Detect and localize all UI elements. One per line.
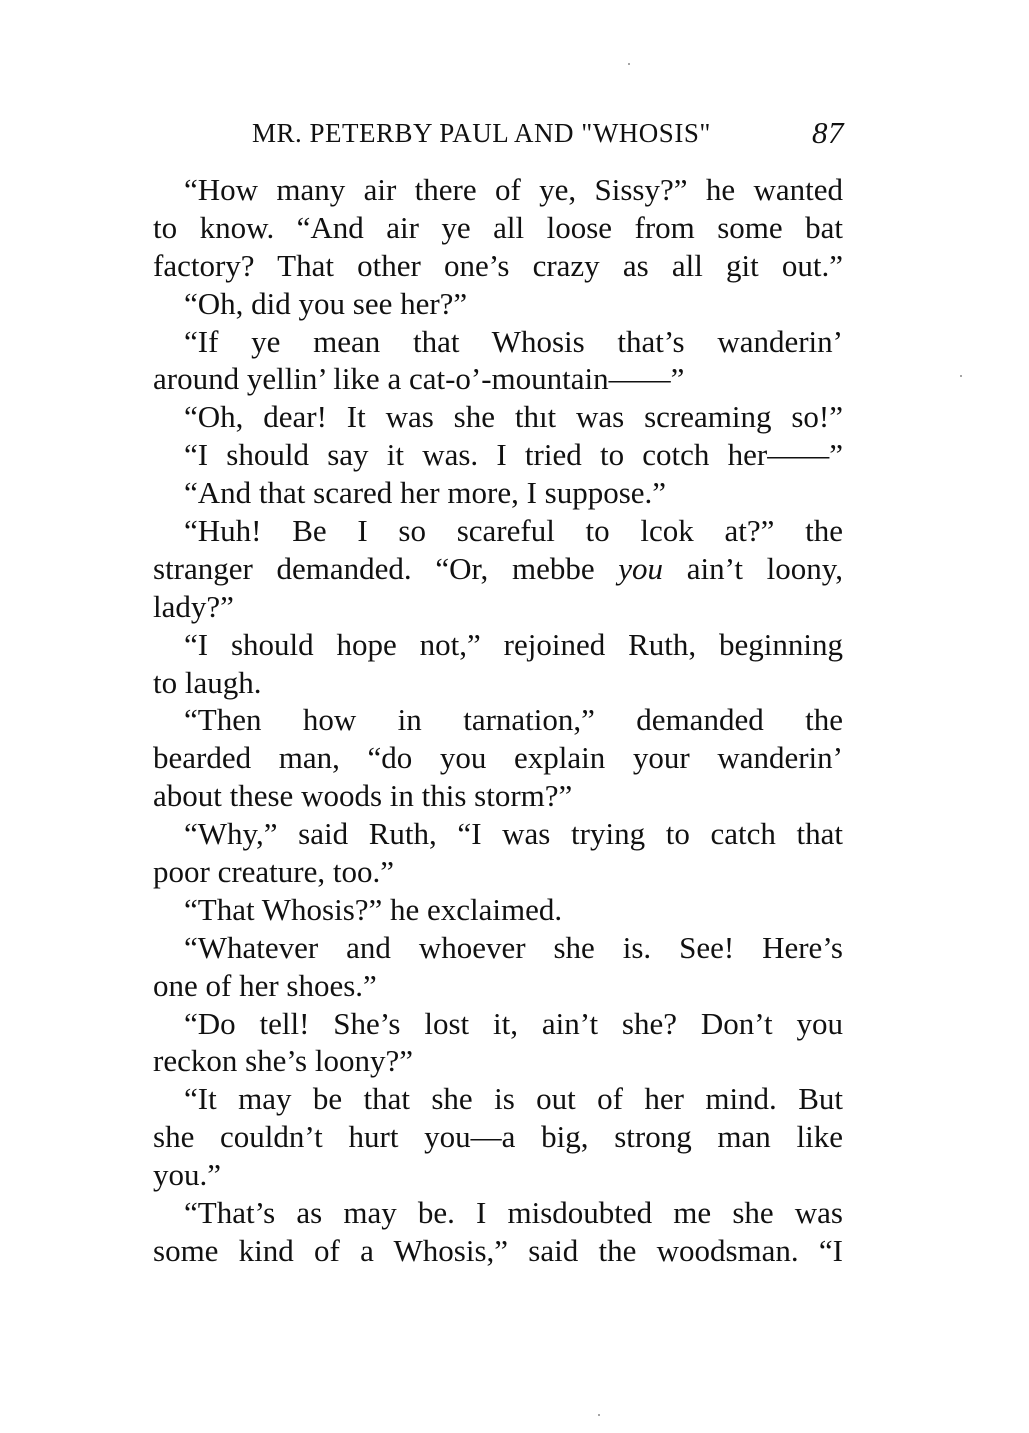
text-line: poor creature, too.” — [153, 854, 394, 890]
running-head — [252, 115, 844, 158]
text-line: “If ye mean that Whosis that’s wanderin’ — [184, 323, 843, 359]
text-line: “It may be that she is out of her mind. But — [184, 1081, 843, 1117]
text-line: “Why,” said Ruth, “I was trying to catch that — [184, 816, 843, 852]
scan-speck — [960, 375, 962, 377]
text-line: “Whatever and whoever she is. See! Here’s — [184, 929, 843, 965]
text-line: around yellin’ like a cat-o’-mountain——” — [153, 361, 685, 397]
text-line: lady?” — [153, 588, 234, 624]
text-line: she couldn’t hurt you—a big, strong man like — [153, 1119, 843, 1155]
text-line: “How many air there of ye, Sissy?” he wanted — [184, 172, 843, 207]
scan-speck — [598, 1414, 600, 1416]
text-line: some kind of a Whosis,” said the woodsman. “I — [153, 1232, 843, 1268]
italic-word: you — [618, 550, 664, 586]
body-text — [153, 171, 843, 1270]
text-line: “That Whosis?” he exclaimed. — [184, 891, 563, 927]
text-line: reckon she’s loony?” — [153, 1043, 413, 1079]
text-line-with-italic — [153, 550, 843, 588]
text-line: “Then how in tarnation,” demanded the — [184, 702, 843, 738]
text-line: to know. “And air ye all loose from some bat — [153, 209, 843, 245]
text-line: “Oh, did you see her?” — [184, 285, 468, 321]
text-line: “Oh, dear! It was she thıt was screaming so!” — [184, 399, 843, 435]
text-line: “I should say it was. I tried to cotch her——” — [184, 437, 843, 473]
running-title: MR. PETERBY PAUL AND "WHOSIS" — [252, 118, 711, 148]
text-line: one of her shoes.” — [153, 967, 377, 1003]
text-line: “And that scared her more, I suppose.” — [184, 475, 667, 511]
text-line: “That’s as may be. I misdoubted me she was — [184, 1195, 843, 1231]
text-line: bearded man, “do you explain your wanderin’ — [153, 740, 843, 776]
text-line: factory? That other one’s crazy as all git out.” — [153, 247, 843, 283]
scan-speck — [628, 63, 630, 65]
text-line: “I should hope not,” rejoined Ruth, beginning — [184, 626, 843, 662]
text-line: “Do tell! She’s lost it, ain’t she? Don’t you — [184, 1005, 843, 1041]
text-line: “Huh! Be I so scareful to lcok at?” the — [184, 513, 843, 549]
page-number: 87 — [812, 115, 844, 150]
text-line: you.” — [153, 1157, 222, 1193]
text-segment: stranger demanded. “Or, mebbe — [153, 550, 595, 586]
text-line: to laugh. — [153, 664, 262, 700]
text-segment: ain’t loony, — [686, 550, 843, 586]
text-line: about these woods in this storm?” — [153, 778, 573, 814]
